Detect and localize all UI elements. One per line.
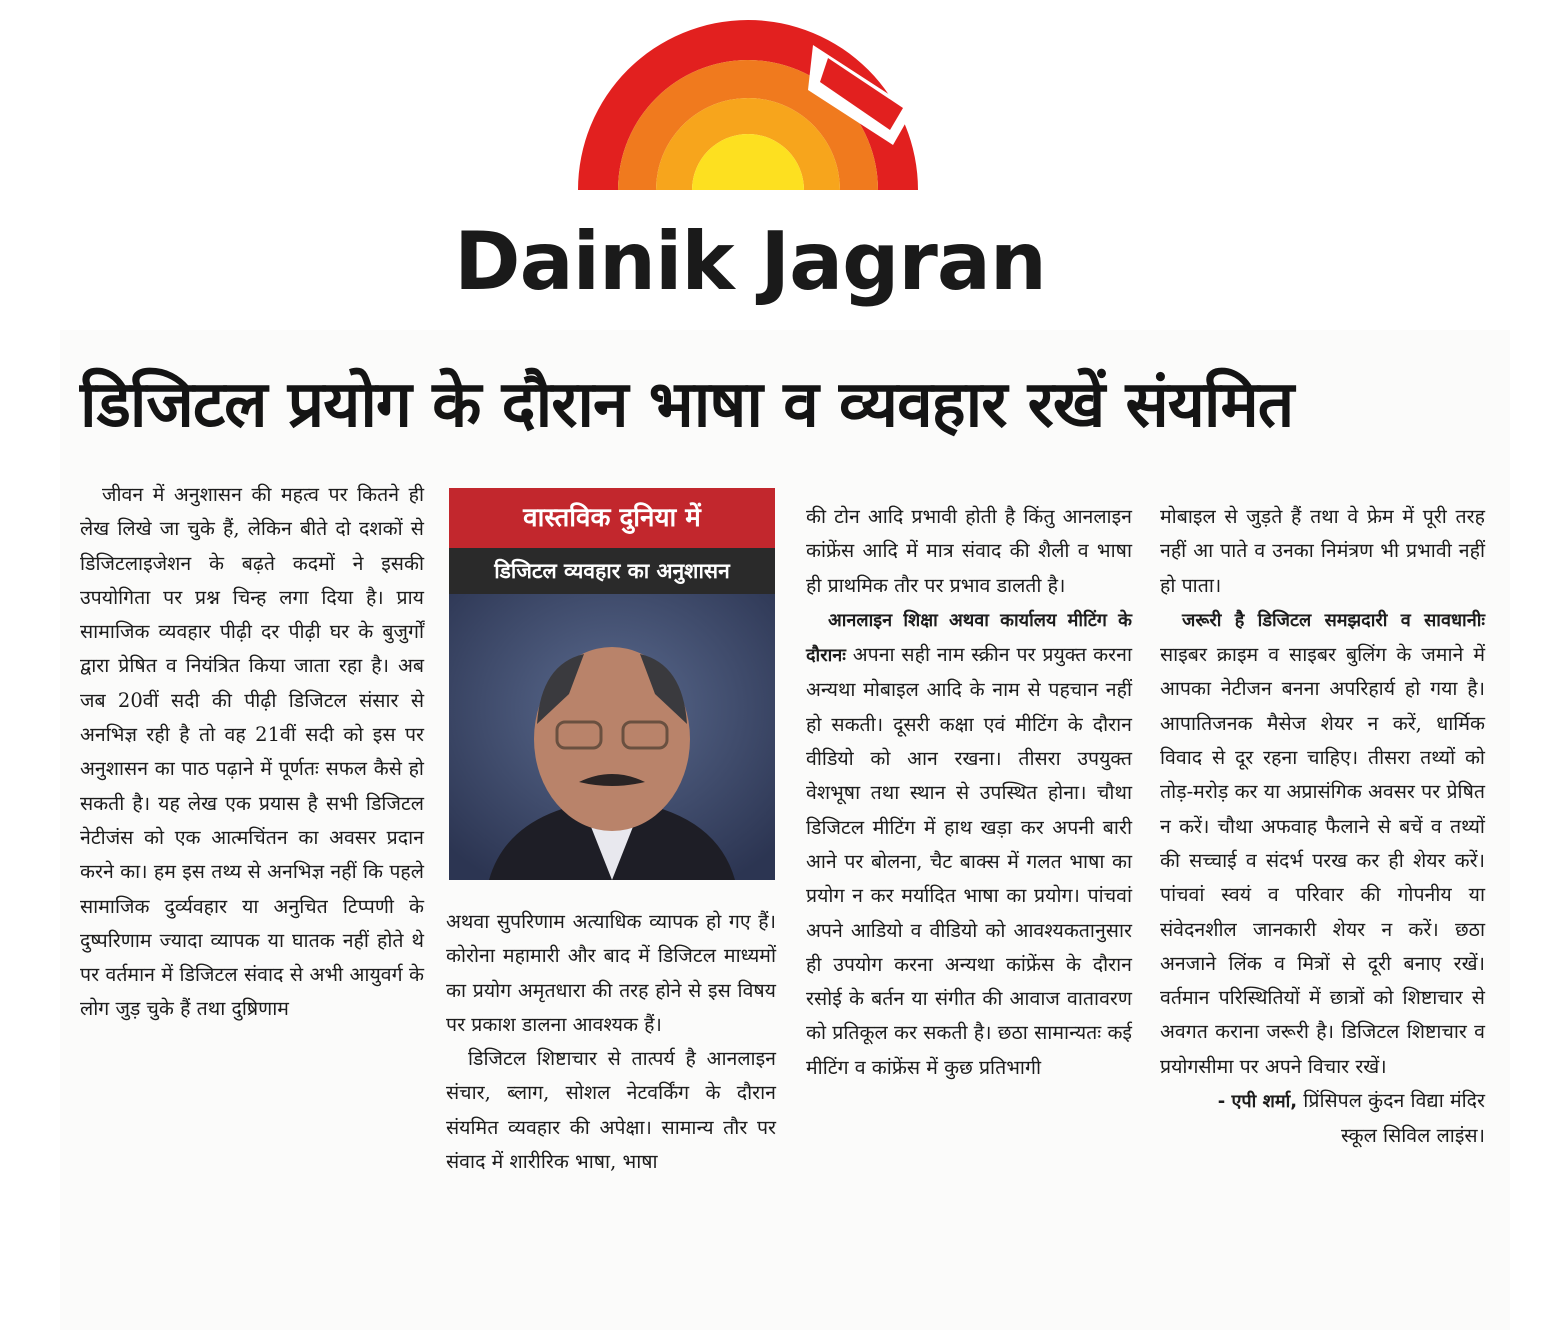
paragraph: जीवन में अनुशासन की महत्व पर कितने ही लेख लिखे जा चुके हैं, लेकिन बीते दो दशकों से डिजिटलाइजेशन के बढ़ते कदमों ने इसकी उपयोगिता पर प्रश्न चिन्ह लगा दिया है। प्राय सामाजिक व्यवहार पीढ़ी दर पीढ़ी घर के बुजुर्गों द्वारा प्रेषित व नियंत्रित किया जाता रहा है। अब जब 20वीं सदी की पीढ़ी डिजिटल संसार से अनभिज्ञ रही है तो वह 21वीं सदी को इस पर अनुशासन का पाठ पढ़ाने में पूर्णतः सफल कैसे हो सकती है। यह लेख एक प्रयास है सभी डिजिटल नेटीजंस को एक आत्मचिंतन का अवसर प्रदान करने का। हम इस तथ्य से अनभिज्ञ नहीं कि पहले सामाजिक दुर्व्यवहार या अनुचित टिप्पणी के दुष्परिणाम ज्यादा व्यापक या घातक नहीं होते थे पर वर्तमान में डिजिटल संवाद से अभी आयुवर्ग के लोग जुड़ चुके हैं तथा दुष्रिणाम (80, 483, 424, 1021)
sun-logo-icon (578, 10, 918, 195)
author-title: प्रिंसिपल कुंदन विद्या मंदिर स्कूल सिविल लाइंस। (1303, 1089, 1485, 1148)
subheading: आनलाइन शिक्षा अथवा कार्यालय मीटिंग के दौरानः (806, 609, 1132, 667)
brand-name: Dainik Jagran (454, 215, 1046, 308)
paragraph-text: अपना सही नाम स्क्रीन पर प्रयुक्त करना अन्यथा मोबाइल आदि के नाम से पहचान नहीं हो सकती। दूसरी कक्षा एवं मीटिंग के दौरान वीडियो को आन रखना। तीसरा उपयुक्त वेशभूषा तथा स्थान से उपस्थित होना। चौथा डिजिटल मीटिंग में हाथ खड़ा कर अपनी बारी आने पर बोलना, चैट बाक्स में गलत भाषा का प्रयोग न कर मर्यादित भाषा का प्रयोग। पांचवां अपने आडियो व वीडियो को आवश्यकतानुसार ही उपयोग करना अन्यथा कांफ्रेंस के दौरान रसोई के बर्तन या संगीत की आवाज वातावरण को प्रतिकूल कर सकती है। छठा सामान्यतः कई मीटिंग व कांफ्रेंस में कुछ प्रतिभागी (806, 643, 1132, 1079)
subheading: जरूरी है डिजिटल समझदारी व सावधानीः (1182, 609, 1485, 631)
article-column-4 (1160, 500, 1485, 1154)
article-column-2 (446, 905, 776, 1179)
author-name: - एपी शर्मा, (1217, 1091, 1298, 1113)
paragraph: मोबाइल से जुड़ते हैं तथा वे फ्रेम में पूरी तरह नहीं आ पाते व उनका निमंत्रण भी प्रभावी नहीं हो पाता। (1160, 505, 1485, 597)
article-column-3 (806, 500, 1132, 1085)
article-column-1 (80, 478, 424, 1027)
photo-box-subtitle: डिजिटल व्यवहार का अनुशासन (449, 548, 775, 594)
paragraph: की टोन आदि प्रभावी होती है किंतु आनलाइन कांफ्रेंस आदि में मात्र संवाद की शैली व भाषा ही प्राथमिक तौर पर प्रभाव डालती है। (806, 505, 1132, 597)
paragraph (1160, 603, 1485, 1084)
masthead (430, 10, 1070, 310)
photo-box-title: वास्तविक दुनिया में (449, 488, 775, 548)
headline: डिजिटल प्रयोग के दौरान भाषा व व्यवहार रखें संयमित (80, 368, 1294, 442)
paragraph-text: साइबर क्राइम व साइबर बुलिंग के जमाने में आपका नेटीजन बनना अपरिहार्य हो गया है। आपातिजनक मैसेज शेयर न करें, धार्मिक विवाद से दूर रहना चाहिए। तीसरा तथ्यों को तोड़-मरोड़ कर या अप्रासंगिक अवसर पर प्रेषित न करें। चौथा अफवाह फैलाने से बचें व तथ्यों की सच्चाई व संदर्भ परख कर ही शेयर करें। पांचवां स्वयं व परिवार की गोपनीय या संवेदनशील जानकारी शेयर न करें। छठा अनजाने लिंक व मित्रों से दूरी बनाए रखें। वर्तमान परिस्थितियों में छात्रों को शिष्टाचार से अवगत कराना जरूरी है। डिजिटल शिष्टाचार व प्रयोगसीमा पर अपने विचार रखें। (1160, 643, 1485, 1078)
paragraph (806, 603, 1132, 1085)
paragraph: अथवा सुपरिणाम अत्याधिक व्यापक हो गए हैं। कोरोना महामारी और बाद में डिजिटल माध्यमों का प्रयोग अमृतधारा की तरह होने से इस विषय पर प्रकाश डालना आवश्यक हैं। (446, 910, 776, 1036)
photo-box (449, 488, 775, 880)
byline (1160, 1084, 1485, 1154)
author-portrait-icon (449, 594, 775, 880)
paragraph: डिजिटल शिष्टाचार से तात्पर्य है आनलाइन संचार, ब्लाग, सोशल नेटवर्किंग के दौरान संयमित व्यवहार की अपेक्षा। सामान्य तौर पर संवाद में शारीरिक भाषा, भाषा (446, 1047, 776, 1174)
